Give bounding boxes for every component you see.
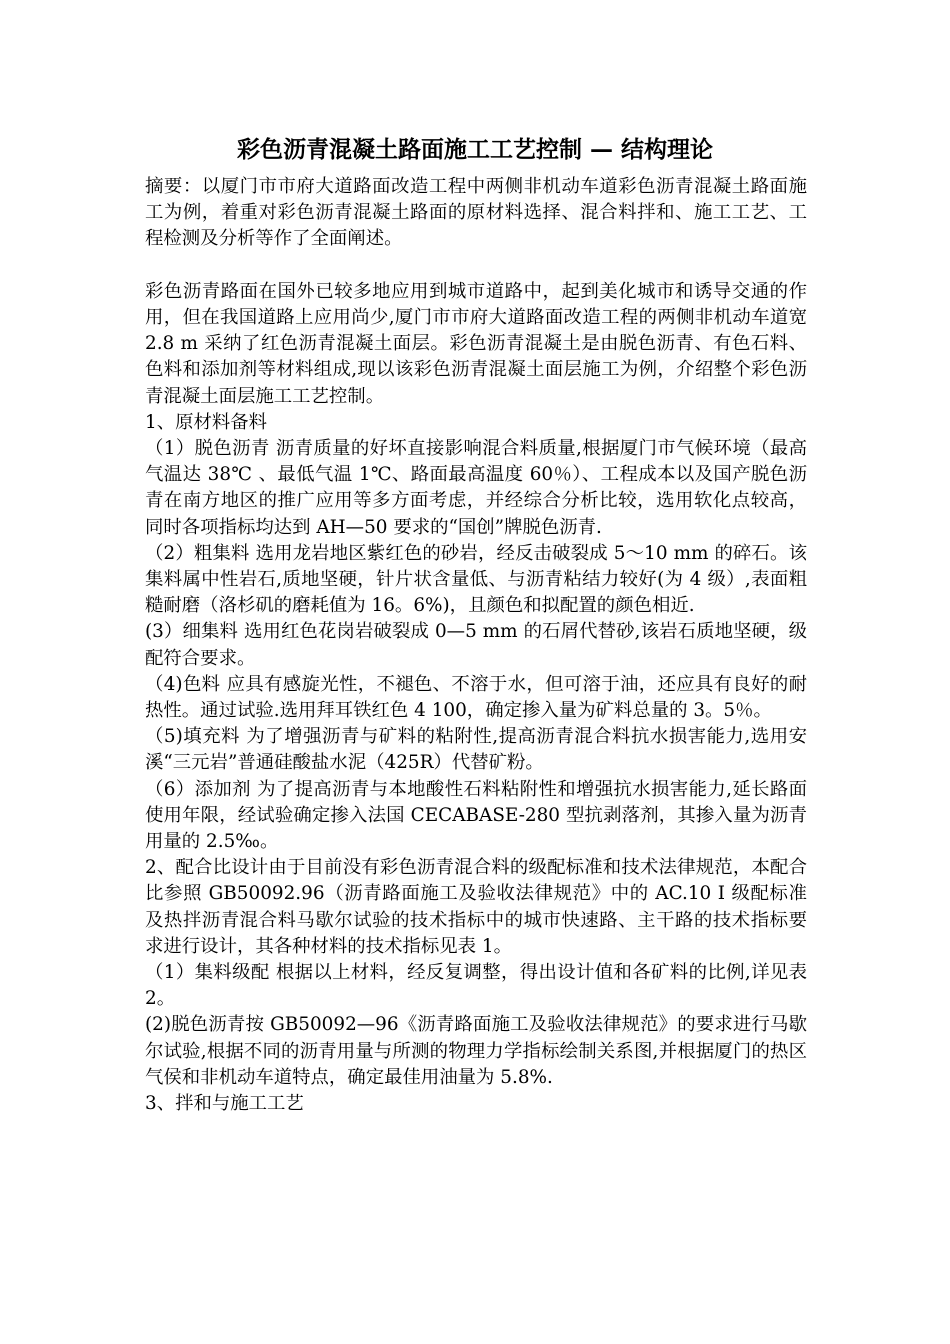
paragraph-fine-aggregate: (3）细集料 选用红色花岗岩破裂成 0—5 mm 的石屑代替砂,该岩石质地坚硬，级配符合要求。 — [145, 621, 807, 669]
intro-paragraph: 彩色沥青路面在国外已较多地应用到城市道路中，起到美化城市和诱导交通的作用，但在我国道路上应用尚少,厦门市市府大道路面改造工程的两侧非机动车道宽 2.8 m 采纳了红色沥青混凝土面层。彩色沥青混凝土是由脱色沥青、有色石料、色料和添加剂等材料组成,现以该彩色沥青混凝土面层施工为例，介绍整个彩色沥青混凝土面层施工工艺控制。 — [145, 280, 807, 407]
document-body — [145, 174, 807, 1117]
blank-line — [145, 253, 807, 279]
section-heading-mixing: 3、拌和与施工工艺 — [145, 1093, 304, 1115]
document-title: 彩色沥青混凝土路面施工工艺控制 — 结构理论 — [236, 136, 713, 163]
section-heading-materials: 1、原材料备料 — [145, 411, 268, 433]
abstract-paragraph: 摘要：以厦门市市府大道路面改造工程中两侧非机动车道彩色沥青混凝土路面施工为例，着重对彩色沥青混凝土路面的原材料选择、混合料拌和、施工工艺、工程检测及分析等作了全面阐述。 — [145, 176, 807, 250]
section-heading-mix-design: 2、配合比设计由于目前没有彩色沥青混合料的级配标准和技术法律规范，本配合比参照 GB50092.96（沥青路面施工及验收法律规范》中的 AC.10 I 级配标准及热拌沥青混合料马歇尔试验的技术指标中的城市快速路、主干路的技术指标要求进行设计，其各种材料的技术指标见表 1。 — [145, 857, 807, 957]
paragraph-pigment: （4)色料 应具有感旋光性，不褪色、不溶于水，但可溶于油，还应具有良好的耐热性。通过试验.选用拜耳铁红色 4 100，确定掺入量为矿料总量的 3。5％。 — [145, 673, 807, 722]
paragraph-additive: （6）添加剂 为了提高沥青与本地酸性石料粘附性和增强抗水损害能力,延长路面使用年限，经试验确定掺入法国 CECABASE-280 型抗剥落剂，其掺入量为沥青用量的 2.5‰。 — [145, 778, 807, 853]
paragraph-marshall-test: (2)脱色沥青按 GB50092—96《沥青路面施工及验收法律规范》的要求进行马歇尔试验,根据不同的沥青用量与所测的物理力学指标绘制关系图,并根据厦门的热区气侯和非机动车道特点，确定最佳用油量为 5.8%. — [145, 1014, 807, 1088]
paragraph-bitumen: （1）脱色沥青 沥青质量的好坏直接影响混合料质量,根据厦门市气候环境（最高气温达 38℃ 、最低气温 1℃、路面最高温度 60％）、工程成本以及国产脱色沥青在南方地区的推广应用等多方面考虑，并经综合分析比较，选用软化点较高，同时各项指标均达到 AH—50 要求的“国创”牌脱色沥青. — [145, 438, 807, 538]
paragraph-coarse-aggregate: （2）粗集料 选用龙岩地区紫红色的砂岩，经反击破裂成 5～10 mm 的碎石。该集料属中性岩石,质地坚硬，针片状含量低、与沥青粘结力较好(为 4 级）,表面粗糙耐磨（洛杉矶的磨耗值为 16。6%)，且颜色和拟配置的颜色相近. — [145, 542, 807, 617]
paragraph-gradation: （1）集料级配 根据以上材料，经反复调整，得出设计值和各矿料的比例,详见表 2。 — [145, 962, 807, 1010]
paragraph-filler: （5)填充料 为了增强沥青与矿料的粘附性,提高沥青混合料抗水损害能力,选用安溪“三元岩”普通硅酸盐水泥（425R）代替矿粉。 — [145, 726, 807, 774]
